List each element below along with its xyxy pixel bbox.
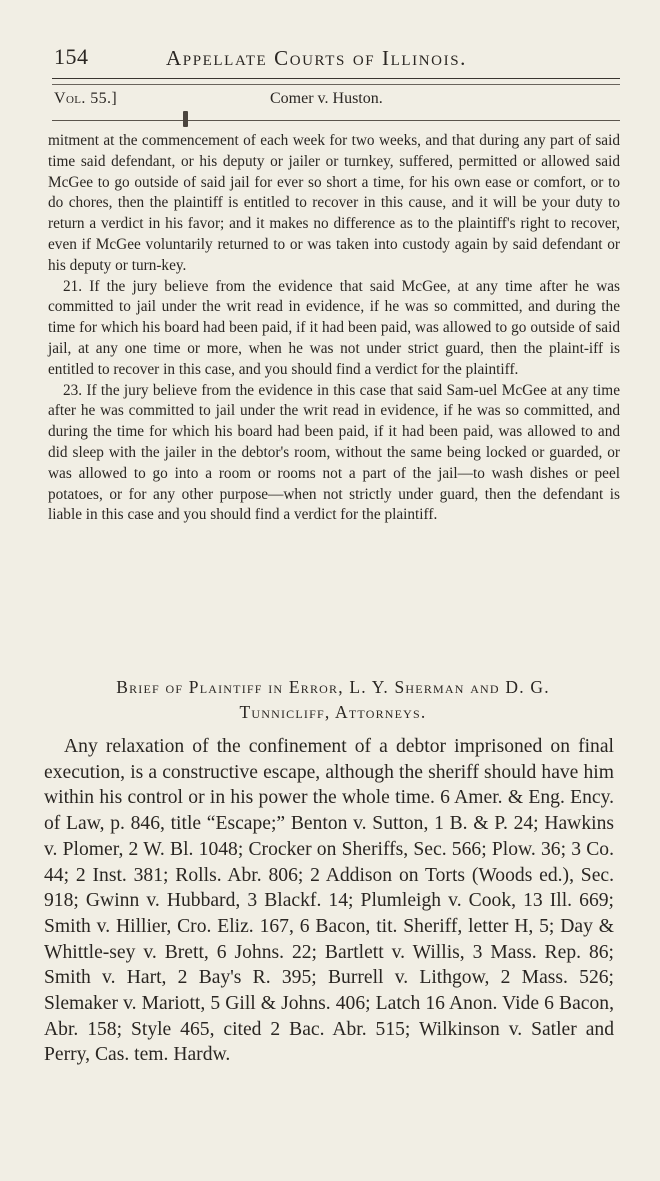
- brief-text: Any relaxation of the confinement of a debtor imprisoned on final execution, is a constructive escape, although the sheriff should have him within his control or in his power the whole time. 6 Amer. & Eng. Ency. of Law, p. 846, title “Escape;” Benton v. Sutton, 1 B. & P. 24; Hawkins v. Plomer, 2 W. Bl. 1048; Crocker on Sheriffs, Sec. 566; Plow. 36; 3 Co. 44; 2 Inst. 381; Rolls. Abr. 806; 2 Addison on Torts (Woods ed.), Sec. 918; Gwinn v. Hubbard, 3 Blackf. 14; Plumleigh v. Cook, 13 Ill. 669; Smith v. Hillier, Cro. Eliz. 167, 6 Bacon, tit. Sheriff, letter H, 5; Day & Whittle-sey v. Brett, 6 Johns. 22; Bartlett v. Willis, 3 Mass. Rep. 86; Smith v. Hart, 2 Bay's R. 395; Burrell v. Lithgow, 2 Mass. 526; Slemaker v. Mariott, 5 Gill & Johns. 406; Latch 16 Anon. Vide 6 Bacon, Abr. 158; Style 465, cited 2 Bac. Abr. 515; Wilkinson v. Satler and Perry, Cas. tem. Hardw.: [44, 736, 614, 1066]
- instructions-text: [48, 131, 620, 526]
- case-subheader: [54, 90, 620, 112]
- brief-heading: [46, 675, 620, 725]
- continued-paragraph: mitment at the commencement of each week for two weeks, and that during any part of said time said defendant, or his deputy or jailer or turnkey, suffered, permitted or allowed said McGee to go outside of said jail for ever so short a time, for his own ease or comfort, or to do chores, then the plaintiff is entitled to recover in this cause, and it will be your duty to return a verdict in his favor; and it makes no difference as to the plaintiff's right to recover, even if McGee voluntarily returned to or was taken into custody again by said defendant or his deputy or turn-key.: [48, 132, 620, 274]
- subheader-rule: [52, 120, 620, 121]
- instruction-21: 21. If the jury believe from the evidence that said McGee, at any time after he was committed to jail under the writ read in evidence, if he was so committed, and during the time for which his board had been paid, if it had been paid, was allowed to go outside of said jail, at any one time or more, when he was not under strict guard, then the plaint-iff is entitled to recover in this case, and you should find a verdict for the plaintiff.: [48, 277, 620, 378]
- rule-ornament-icon: [183, 111, 188, 127]
- page-number: 154: [54, 44, 89, 69]
- header-rule: [52, 78, 620, 79]
- instruction-23: 23. If the jury believe from the evidence in this case that said Sam-uel McGee at any time after he was committed to jail under the writ read in evidence, if he was so committed, and during the time for which his board had been paid, if it had been paid, was allowed to and did sleep with the jailer in the debtor's room, without the same being locked or guarded, or was allowed to go into a room or rooms not a part of the jail—to wash dishes or peel potatoes, or for any other purpose—when not strictly under guard, then the defendant is liable in this case and you should find a verdict for the plaintiff.: [48, 381, 620, 524]
- page-header: [54, 40, 620, 76]
- brief-heading-line-1: Brief of Plaintiff in Error, L. Y. Sherman and D. G.: [116, 677, 550, 697]
- running-title: Appellate Courts of Illinois.: [166, 46, 468, 70]
- case-name: Comer v. Huston.: [270, 90, 383, 107]
- brief-heading-line-2: Tunnicliff, Attorneys.: [239, 702, 427, 722]
- volume-label: Vol. 55.]: [54, 90, 118, 107]
- header-rule-thin: [52, 84, 620, 85]
